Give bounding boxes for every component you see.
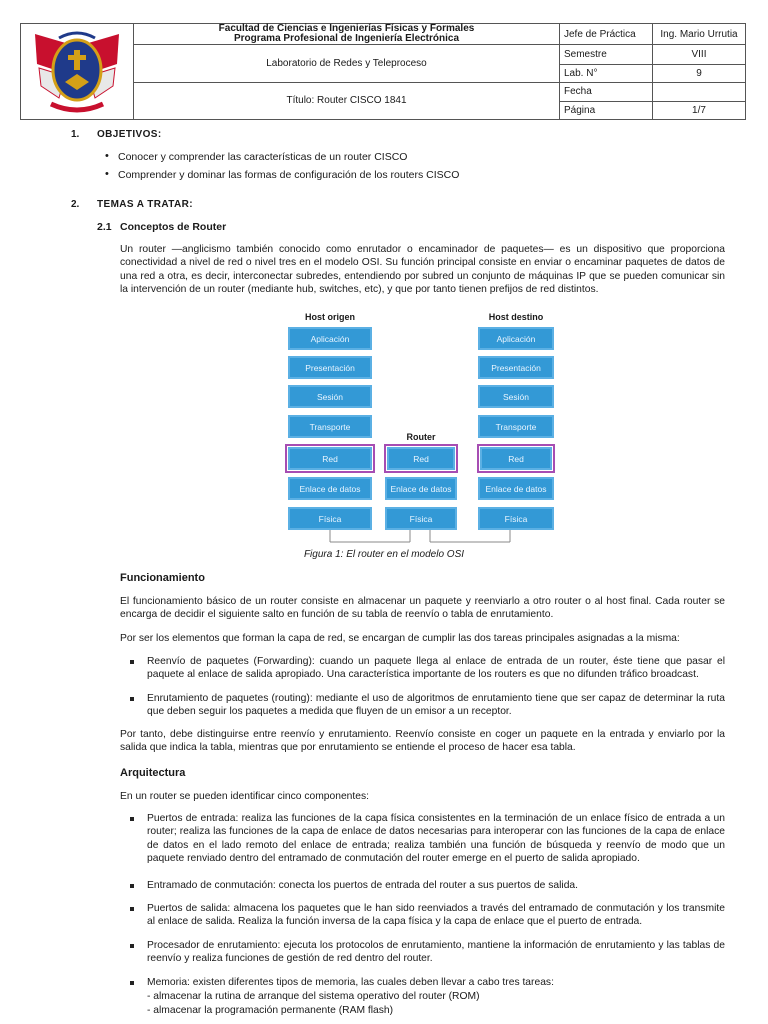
section-1-title: OBJETIVOS: [97, 129, 162, 140]
fecha-value [653, 82, 746, 102]
dest-layer-datalink: Enlace de datos [478, 477, 554, 500]
pagina-label: Página [560, 102, 653, 120]
host-dest-title: Host destino [488, 312, 544, 322]
host-origin-title: Host origen [304, 312, 355, 322]
funcionamiento-item-forwarding: Reenvío de paquetes (Forwarding): cuando un paquete llega al enlace de entrada de un router, éste tiene que pasar el paquete al enlace de salida apropiado. Una característica importante de los routers es que no difunden tráfico broadcast. [147, 656, 725, 681]
arquitectura-item-processor: Procesador de enrutamiento: ejecuta los protocolos de enrutamiento, mantiene la información de enrutamiento y las tablas de reenvío y realiza funciones de gestión de red dentro del router. [147, 940, 725, 965]
funcionamiento-item-routing: Enrutamiento de paquetes (routing): mediante el uso de algoritmos de enrutamiento tiene que ser capaz de determinar la ruta que deben seguir los paquetes a medida que fluyen de un emisor a un receptor. [147, 693, 725, 718]
dest-layer-presentation: Presentación [478, 356, 554, 379]
router-layer-datalink: Enlace de datos [385, 477, 457, 500]
arquitectura-heading: Arquitectura [120, 767, 186, 779]
origin-layer-network: Red [288, 447, 372, 470]
subsection-title: Conceptos de Router [120, 221, 227, 233]
memory-line-2: - almacenar la programación permanente (RAM flash) [147, 1005, 394, 1016]
semestre-label: Semestre [560, 45, 653, 65]
funcionamiento-paragraph-1: El funcionamiento básico de un router consiste en almacenar un paquete y reenviarlo a otro router o al host final. Cada router se encarga de decidir el siguiente salto en función de su tabla de reenvío o tabla de enrutamiento. [120, 596, 725, 621]
arquitectura-paragraph-1: En un router se pueden identificar cinco componentes: [120, 791, 369, 802]
semestre-value: VIII [653, 45, 746, 65]
lab-name: Laboratorio de Redes y Teleproceso [134, 45, 560, 83]
fecha-label: Fecha [560, 82, 653, 102]
program-name: Programa Profesional de Ingeniería Electrónica [233, 33, 460, 44]
origin-layer-physical: Física [288, 507, 372, 530]
dest-layer-session: Sesión [478, 385, 554, 408]
origin-layer-transport: Transporte [288, 415, 372, 438]
section-1-number: 1. [71, 129, 80, 140]
dest-layer-application: Aplicación [478, 327, 554, 350]
funcionamiento-heading: Funcionamiento [120, 572, 205, 584]
router-layer-physical: Física [385, 507, 457, 530]
section-2-title: TEMAS A TRATAR: [97, 199, 193, 210]
memory-line-1: - almacenar la rutina de arranque del sistema operativo del router (ROM) [147, 991, 480, 1002]
intro-paragraph: Un router —anglicismo también conocido como enrutador o encaminador de paquetes— es un dispositivo que proporciona conectividad a nivel de red o nivel tres en el modelo OSI. Su función principal consiste en enviar o encaminar paquetes de datos de una red a otra, es decir, interconectar subredes, entendiendo por subred un conjunto de máquinas IP que se pueden comunicar sin la intervención de un router (mediante hub, switches, etc), y que por tanto tienen prefijos de red distintos. [120, 244, 725, 296]
subsection-number: 2.1 [97, 221, 112, 233]
jefe-label: Jefe de Práctica [560, 24, 653, 45]
dest-layer-network: Red [480, 447, 552, 470]
logo-cell [21, 24, 134, 120]
arquitectura-item-switching: Entramado de conmutación: conecta los puertos de entrada del router a sus puertos de salida. [147, 879, 725, 892]
jefe-value: Ing. Mario Urrutia [653, 24, 746, 45]
objective-item-1: • Conocer y comprender las características de un router CISCO [118, 151, 407, 163]
document-title: Título: Router CISCO 1841 [134, 82, 560, 120]
origin-layer-presentation: Presentación [288, 356, 372, 379]
lab-number-value: 9 [653, 64, 746, 82]
pagina-value: 1/7 [653, 102, 746, 120]
router-layer-network: Red [387, 447, 455, 470]
dest-layer-transport: Transporte [478, 415, 554, 438]
figure-caption: Figura 1: El router en el modelo OSI [303, 549, 465, 560]
arquitectura-item-input-ports: Puertos de entrada: realiza las funciones de la capa física consistentes en la terminación de un enlace físico de entrada a un router; realiza las funciones de la capa de enlace de datos necesarias para interoperar con las funciones de la capa de enlace de datos en el lado remoto del enlace de entrada; realiza también una función de búsqueda y reenvío de modo que un paquete renviado dentro del entramado de conmutación del router emerge en el puerto de salida apropiado. [147, 813, 725, 865]
arquitectura-item-output-ports: Puertos de salida: almacena los paquetes que le han sido reenviados a través del entramado de conmutación y los transmite al enlace de salida. Realiza la función inversa de la capa física y la capa de enlace que el puerto de entrada. [147, 903, 725, 928]
section-2-number: 2. [71, 199, 80, 210]
arquitectura-item-memory: Memoria: existen diferentes tipos de memoria, las cuales deben llevar a cabo tres tareas: [147, 976, 725, 989]
header-table [20, 23, 746, 120]
origin-layer-datalink: Enlace de datos [288, 477, 372, 500]
objective-item-2: • Comprender y dominar las formas de configuración de los routers CISCO [118, 169, 459, 181]
university-crest-icon [29, 24, 125, 116]
faculty-cell [134, 24, 560, 45]
router-title: Router [406, 432, 436, 442]
faculty-name: Facultad de Ciencias e Ingenierías Físicas y Formales [218, 23, 475, 34]
lab-number-label: Lab. N° [560, 64, 653, 82]
funcionamiento-paragraph-3: Por tanto, debe distinguirse entre reenvío y enrutamiento. Reenvío consiste en coger un paquete en la entrada y enviarlo por la salida que indica la tabla, mientras que por enrutamiento se entiende el proceso de hacer esa tabla. [120, 729, 725, 754]
osi-router-figure [280, 312, 560, 550]
origin-layer-application: Aplicación [288, 327, 372, 350]
origin-layer-session: Sesión [288, 385, 372, 408]
funcionamiento-paragraph-2: Por ser los elementos que forman la capa de red, se encargan de cumplir las dos tareas principales asignadas a la misma: [120, 633, 680, 644]
dest-layer-physical: Física [478, 507, 554, 530]
